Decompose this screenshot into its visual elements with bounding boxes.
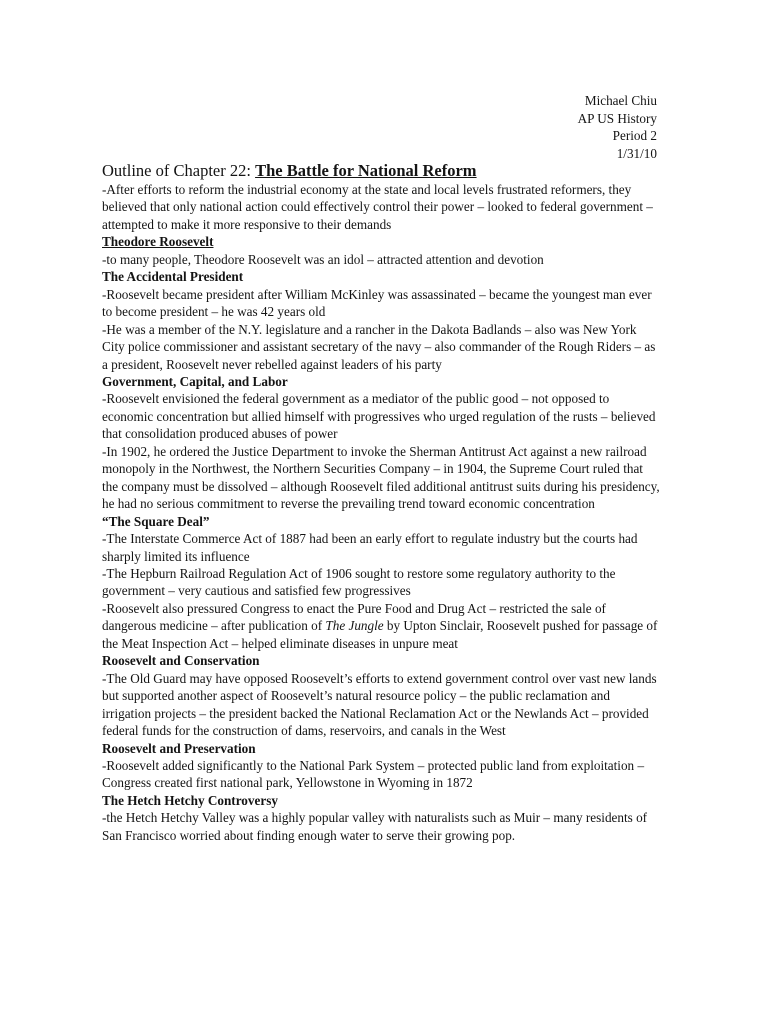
paragraph: -The Old Guard may have opposed Roosevelt’s efforts to extend government control over vast new lands but supported another aspect of Roosevelt’s natural resource policy – the public reclamation and irrigation projects – the president backed the National Reclamation Act or the Newlands Act – provided federal funds for the construction of dams, reservoirs, and canals in the West	[102, 670, 657, 739]
section-heading-government-capital-labor: Government, Capital, and Labor	[102, 373, 288, 389]
class-period: Period 2	[612, 128, 657, 144]
paragraph: -the Hetch Hetchy Valley was a highly popular valley with naturalists such as Muir – many residents of San Francisco worried about finding enough water to serve their growing pop.	[102, 810, 648, 843]
paragraph-text: -Roosevelt also pressured Congress to enact the Pure Food and Drug Act – restricted the sale of dangerous medicine – after publication of	[102, 600, 606, 634]
chapter-title: The Battle for National Reform	[255, 161, 477, 180]
paragraph: -He was a member of the N.Y. legislature and a rancher in the Dakota Badlands – also was New York City police commissioner and assistant secretary of the navy – also commander of the Rough Riders – as a president, Roosevelt never rebelled against leaders of his party	[102, 321, 656, 372]
author-name: Michael Chiu	[584, 93, 657, 108]
section-heading-conservation: Roosevelt and Conservation	[102, 653, 260, 669]
section-heading-preservation: Roosevelt and Preservation	[102, 740, 256, 756]
paragraph: -In 1902, he ordered the Justice Department to invoke the Sherman Antitrust Act against a new railroad monopoly in the Northwest, the Northern Securities Company – in 1904, the Supreme Court ruled that the company must be dissolved – although Roosevelt filed additional antitrust suits during his presidency, he had no serious commitment to reverse the prevailing trend toward economic concentration	[102, 443, 660, 512]
document-body	[102, 160, 662, 844]
paragraph: -The Interstate Commerce Act of 1887 had been an early effort to regulate industry but the courts had sharply limited its influence	[102, 531, 638, 564]
document-date: 1/31/10	[616, 145, 657, 161]
paragraph: -to many people, Theodore Roosevelt was an idol – attracted attention and devotion	[102, 251, 544, 267]
paragraph	[102, 600, 662, 652]
section-heading-hetch-hetchy: The Hetch Hetchy Controversy	[102, 792, 278, 808]
paragraph: -Roosevelt added significantly to the National Park System – protected public land from exploitation – Congress created first national park, Yellowstone in Wyoming in 1872	[102, 757, 645, 791]
paragraph: -Roosevelt became president after William McKinley was assassinated – became the youngest man ever to become president – he was 42 years old	[102, 286, 652, 320]
course-name: AP US History	[577, 110, 657, 126]
section-heading-theodore-roosevelt: Theodore Roosevelt	[102, 234, 214, 250]
book-title: The Jungle	[325, 618, 384, 634]
paragraph: -The Hepburn Railroad Regulation Act of 1906 sought to restore some regulatory authority to the government – very cautious and satisfied few progressives	[102, 565, 616, 599]
section-heading-accidental-president: The Accidental President	[102, 269, 244, 285]
paragraph-text: by Upton Sinclair, Roosevelt pushed for passage of the Meat Inspection Act – helped eliminate diseases in unpure meat	[102, 618, 658, 651]
intro-paragraph: -After efforts to reform the industrial economy at the state and local levels frustrated reformers, they believed that only national action could effectively control their power – looked to federal government – attempted to make it more responsive to their demands	[102, 182, 653, 232]
title-prefix: Outline of Chapter 22:	[102, 161, 256, 180]
document-header	[578, 92, 657, 162]
paragraph: -Roosevelt envisioned the federal government as a mediator of the public good – not opposed to economic concentration but allied himself with progressives who urged regulation of the rusts – believed that consolidation produced abuses of power	[102, 391, 656, 442]
page-title	[102, 160, 662, 181]
section-heading-square-deal: “The Square Deal”	[102, 513, 210, 529]
